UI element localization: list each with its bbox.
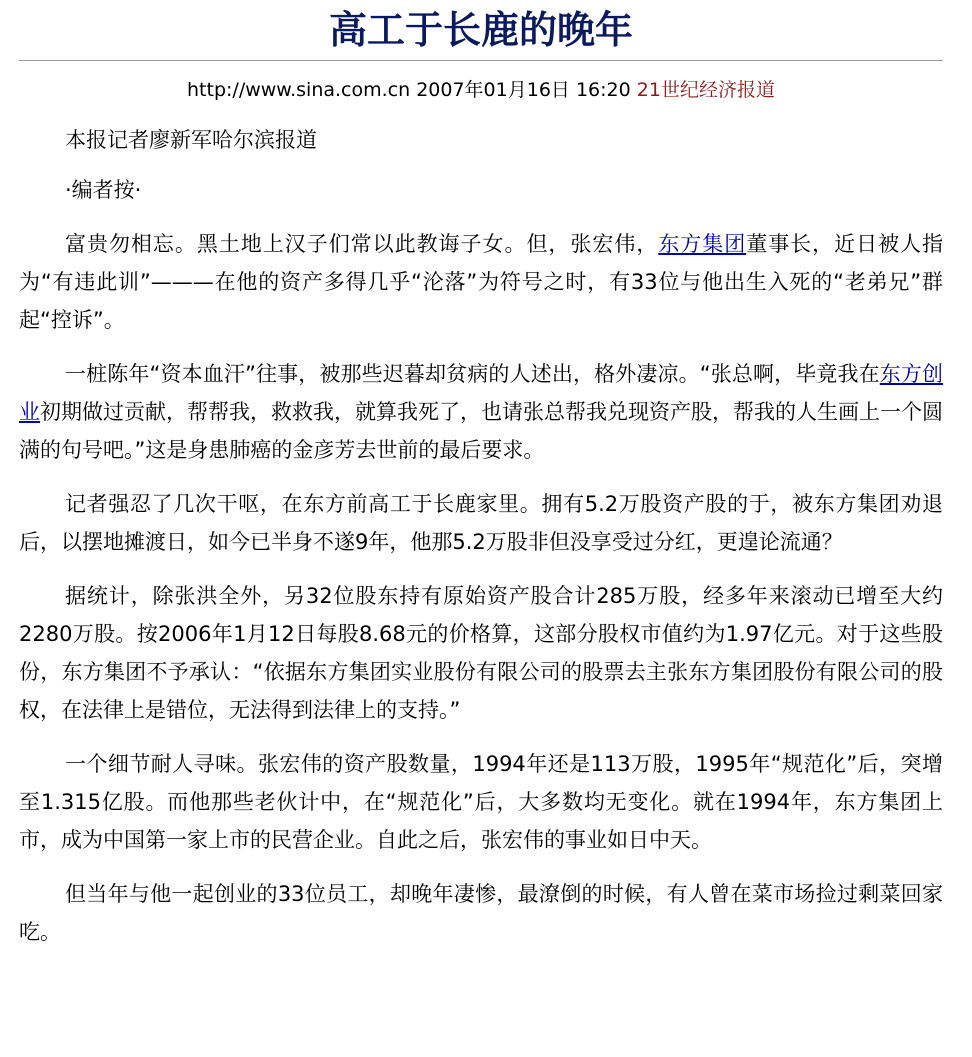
- link-dongfang-chuangye[interactable]: 东方创业: [19, 362, 944, 424]
- paragraph: 一个细节耐人寻味。张宏伟的资产股数量，1994年还是113万股，1995年“规范化”后，突增至1.315亿股。而他那些老伙计中，在“规范化”后，大多数均无变化。就在1994年，东方集团上市，成为中国第一家上市的民营企业。自此之后，张宏伟的事业如日中天。: [19, 752, 943, 852]
- paragraph-text: 初期做过贡献，帮帮我，救救我，就算我死了，也请张总帮我兑现资产股，帮我的人生画上一个圆满的句号吧。”这是身患肺癌的金彦芳去世前的最后要求。: [19, 400, 943, 462]
- paragraph-text: 富贵勿相忘。黑土地上汉子们常以此教诲子女。但，张宏伟，: [65, 232, 659, 256]
- article-title: 高工于长鹿的晚年: [328, 8, 633, 52]
- article-meta: [19, 77, 943, 103]
- paragraph: 记者强忍了几次干呕，在东方前高工于长鹿家里。拥有5.2万股资产股的于，被东方集团劝退后，以摆地摊渡日，如今已半身不遂9年，他那5.2万股非但没享受过分红，更遑论流通？: [19, 492, 943, 554]
- publish-time: 16:20: [575, 79, 631, 101]
- paragraph: [19, 225, 943, 339]
- paragraph-text: 一桩陈年“资本血汗”往事，被那些迟暮却贫病的人述出，格外凄凉。“张总啊，毕竟我在: [65, 362, 880, 386]
- paragraph-text: 董事长，近日被人指为“有违此训”———在他的资产多得几乎“沦落”为符号之时，有33位与他出生入死的“老弟兄”群起“控诉”。: [19, 232, 944, 332]
- title-divider: [19, 60, 943, 61]
- paragraph: 据统计，除张洪全外，另32位股东持有原始资产股合计285万股，经多年来滚动已增至大约2280万股。按2006年1月12日每股8.68元的价格算，这部分股权市值约为1.97亿元。对于这些股份，东方集团不予承认：“依据东方集团实业股份有限公司的股票去主张东方集团股份有限公司的股权，在法律上是错位，无法得到法律上的支持。”: [19, 584, 943, 722]
- editor-note: ·编者按·: [65, 178, 142, 202]
- source-url: http://www.sina.com.cn: [187, 79, 411, 101]
- news-source: 21世纪经济报道: [636, 79, 775, 101]
- link-dongfang-group[interactable]: 东方集团: [658, 232, 747, 256]
- byline: 本报记者廖新军哈尔滨报道: [65, 128, 317, 152]
- publish-date: 2007年01月16日: [416, 79, 570, 101]
- article-page: [19, 0, 943, 951]
- paragraph: [19, 355, 943, 469]
- paragraph: 但当年与他一起创业的33位员工，却晚年凄惨，最潦倒的时候，有人曾在菜市场捡过剩菜回家吃。: [19, 882, 943, 944]
